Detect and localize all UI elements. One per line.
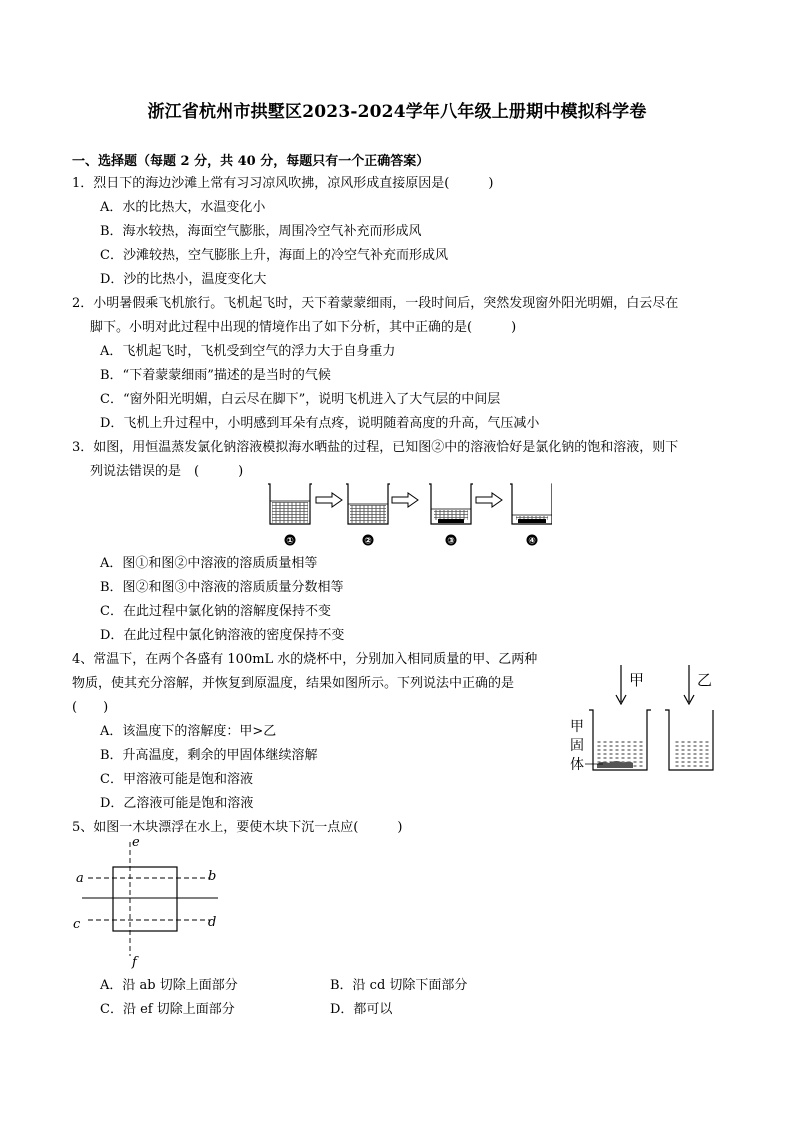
beaker-1 — [268, 484, 312, 524]
q4-option-b: B．升高温度，剩余的甲固体继续溶解 — [100, 748, 318, 763]
beaker-2 — [346, 484, 390, 524]
label-1: ① — [286, 536, 294, 547]
wood-block — [113, 867, 177, 931]
q4-stem-line2: 物质，使其充分溶解，并恢复到原温度，结果如图所示。下列说法中正确的是 — [72, 676, 515, 691]
q4-option-d: D．乙溶液可能是饱和溶液 — [100, 796, 254, 811]
evaporation-diagram — [266, 478, 552, 550]
q3-option-c: C．在此过程中氯化钠的溶解度保持不变 — [100, 604, 331, 619]
label-2: ② — [364, 536, 372, 547]
q2-option-b: B．“下着蒙蒙细雨”描述的是当时的气候 — [100, 368, 331, 383]
q3-stem-line1: 3．如图，用恒温蒸发氯化钠溶液模拟海水晒盐的过程，已知图②中的溶液恰好是氯化钠的饱和溶液，则下 — [72, 440, 679, 455]
q4-stem-line3: ( ) — [72, 700, 109, 715]
beaker-yi — [665, 710, 713, 770]
q2-stem-line2: 脚下。小明对此过程中出现的情境作出了如下分析，其中正确的是( ) — [90, 320, 517, 335]
letter-f: f — [132, 955, 137, 970]
dissolution-diagram — [585, 660, 715, 776]
beaker-4 — [510, 484, 552, 524]
q3-option-d: D．在此过程中氯化钠溶液的密度保持不变 — [100, 628, 345, 643]
arrow-right-icon — [316, 493, 342, 507]
beaker-3 — [429, 484, 473, 524]
q1-option-a: A．水的比热大，水温变化小 — [100, 200, 266, 215]
floating-block-diagram — [68, 832, 238, 972]
q5-option-a: A．沿 ab 切除上面部分 — [100, 978, 238, 993]
arrow-right-icon — [392, 493, 418, 507]
q5-option-b: B．沿 cd 切除下面部分 — [330, 978, 468, 993]
q4-option-a: A．该温度下的溶解度：甲>乙 — [100, 724, 277, 739]
q1-stem: 1．烈日下的海边沙滩上常有习习凉风吹拂，凉风形成直接原因是( ) — [72, 176, 494, 191]
q2-option-a: A．飞机起飞时，飞机受到空气的浮力大于自身重力 — [100, 344, 396, 359]
q2-option-c: C．“窗外阳光明媚，白云尽在脚下”，说明飞机进入了大气层的中间层 — [100, 392, 501, 407]
q3-option-a: A．图①和图②中溶液的溶质质量相等 — [100, 556, 318, 571]
letter-b: b — [208, 869, 217, 884]
section-heading: 一、选择题（每题 2 分，共 40 分，每题只有一个正确答案） — [72, 154, 430, 169]
letter-e: e — [132, 835, 140, 850]
q5-option-c: C．沿 ef 切除上面部分 — [100, 1002, 235, 1017]
q4-option-c: C．甲溶液可能是饱和溶液 — [100, 772, 253, 787]
q2-stem-line1: 2．小明暑假乘飞机旅行。飞机起飞时，天下着蒙蒙细雨，一段时间后，突然发现窗外阳光明媚，白云尽在 — [72, 296, 679, 311]
q1-option-b: B．海水较热，海面空气膨胀，周围冷空气补充而形成风 — [100, 224, 422, 239]
arrow-right-icon — [476, 493, 502, 507]
q1-option-c: C．沙滩较热，空气膨胀上升，海面上的冷空气补充而形成风 — [100, 248, 448, 263]
q2-option-d: D．飞机上升过程中，小明感到耳朵有点疼，说明随着高度的升高，气压减小 — [100, 416, 540, 431]
page-title: 浙江省杭州市拱墅区2023-2024学年八年级上册期中模拟科学卷 — [147, 102, 647, 122]
q1-option-d: D．沙的比热小，温度变化大 — [100, 272, 267, 287]
solid-jia-label: 甲 固 体 — [570, 719, 584, 773]
q4-stem-line1: 4、常温下，在两个各盛有 100mL 水的烧杯中，分别加入相同质量的甲、乙两种 — [72, 652, 538, 667]
q5-option-d: D．都可以 — [330, 1002, 393, 1017]
arrow-label-yi: 乙 — [697, 671, 713, 689]
q3-stem-line2: 列说法错误的是 ( ) — [90, 464, 244, 479]
q5-stem: 5、如图一木块漂浮在水上，要使木块下沉一点应( ) — [72, 820, 403, 835]
beaker-jia — [585, 710, 651, 770]
q3-option-b: B．图②和图③中溶液的溶质质量分数相等 — [100, 580, 344, 595]
letter-d: d — [208, 915, 217, 930]
letter-c: c — [73, 917, 81, 932]
label-3: ③ — [447, 536, 455, 547]
arrow-label-jia: 甲 — [629, 671, 645, 689]
letter-a: a — [76, 871, 84, 886]
label-4: ④ — [528, 536, 536, 547]
